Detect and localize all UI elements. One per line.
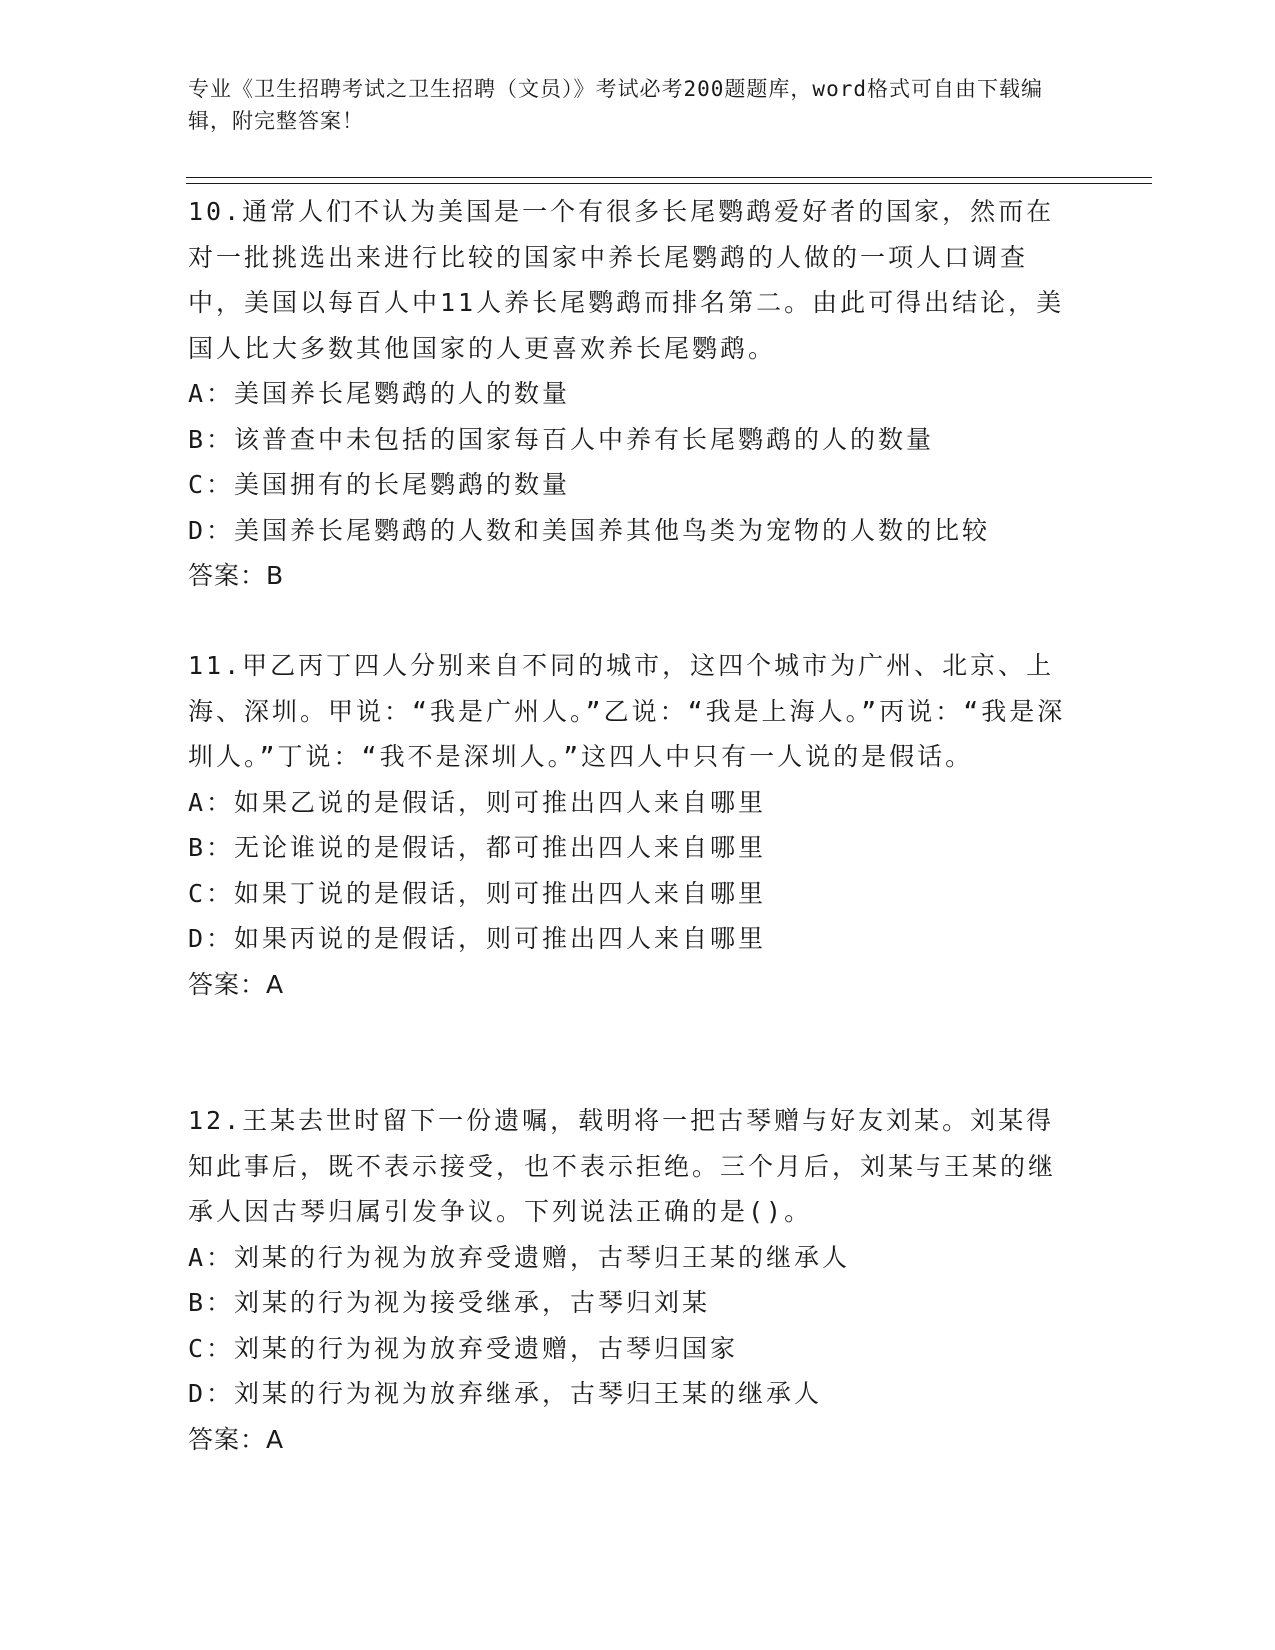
- option-b: B：刘某的行为视为接受继承，古琴归刘某: [188, 1288, 711, 1317]
- option-b: B：无论谁说的是假话，都可推出四人来自哪里: [188, 833, 767, 862]
- question-11: [188, 643, 1078, 1007]
- question-stem: 12.王某去世时留下一份遗嘱，载明将一把古琴赠与好友刘某。刘某得知此事后，既不表示接受，也不表示拒绝。三个月后，刘某与王某的继承人因古琴归属引发争议。下列说法正确的是()。: [188, 1106, 1057, 1226]
- question-stem: 11.甲乙丙丁四人分别来自不同的城市，这四个城市为广州、北京、上海、深圳。甲说：“我是广州人。”乙说：“我是上海人。”丙说：“我是深圳人。”丁说：“我不是深圳人。”这四人中只有一人说的是假话。: [188, 651, 1066, 771]
- option-d: D：如果丙说的是假话，则可推出四人来自哪里: [188, 924, 767, 953]
- option-b: B：该普查中未包括的国家每百人中养有长尾鹦鹉的人的数量: [188, 424, 935, 454]
- answer: 答案：A: [188, 969, 285, 999]
- option-c: C：刘某的行为视为放弃受遗赠，古琴归国家: [188, 1333, 739, 1363]
- question-10: [188, 189, 1078, 599]
- answer: 答案：B: [188, 561, 285, 590]
- answer: 答案：A: [188, 1424, 285, 1454]
- option-d: D：刘某的行为视为放弃继承，古琴归王某的继承人: [188, 1379, 823, 1408]
- question-12: [188, 1098, 1078, 1462]
- option-a: A：刘某的行为视为放弃受遗赠，古琴归王某的继承人: [188, 1242, 851, 1272]
- document-header: 专业《卫生招聘考试之卫生招聘（文员）》考试必考200题题库，word格式可自由下载编辑，附完整答案！: [188, 77, 1043, 133]
- option-a: A：美国养长尾鹦鹉的人的数量: [188, 379, 571, 408]
- option-d: D：美国养长尾鹦鹉的人数和美国养其他鸟类为宠物的人数的比较: [188, 515, 991, 545]
- option-a: A：如果乙说的是假话，则可推出四人来自哪里: [188, 787, 767, 817]
- question-stem: 10.通常人们不认为美国是一个有很多长尾鹦鹉爱好者的国家，然而在对一批挑选出来进行比较的国家中养长尾鹦鹉的人做的一项人口调查中，美国以每百人中11人养长尾鹦鹉而排名第二。由此可得出结论，美国人比大多数其他国家的人更喜欢养长尾鹦鹉。: [188, 197, 1065, 363]
- header-divider-top: [186, 177, 1152, 178]
- header-divider-bottom: [186, 183, 1152, 184]
- option-c: C：美国拥有的长尾鹦鹉的数量: [188, 470, 571, 499]
- option-c: C：如果丁说的是假话，则可推出四人来自哪里: [188, 878, 767, 908]
